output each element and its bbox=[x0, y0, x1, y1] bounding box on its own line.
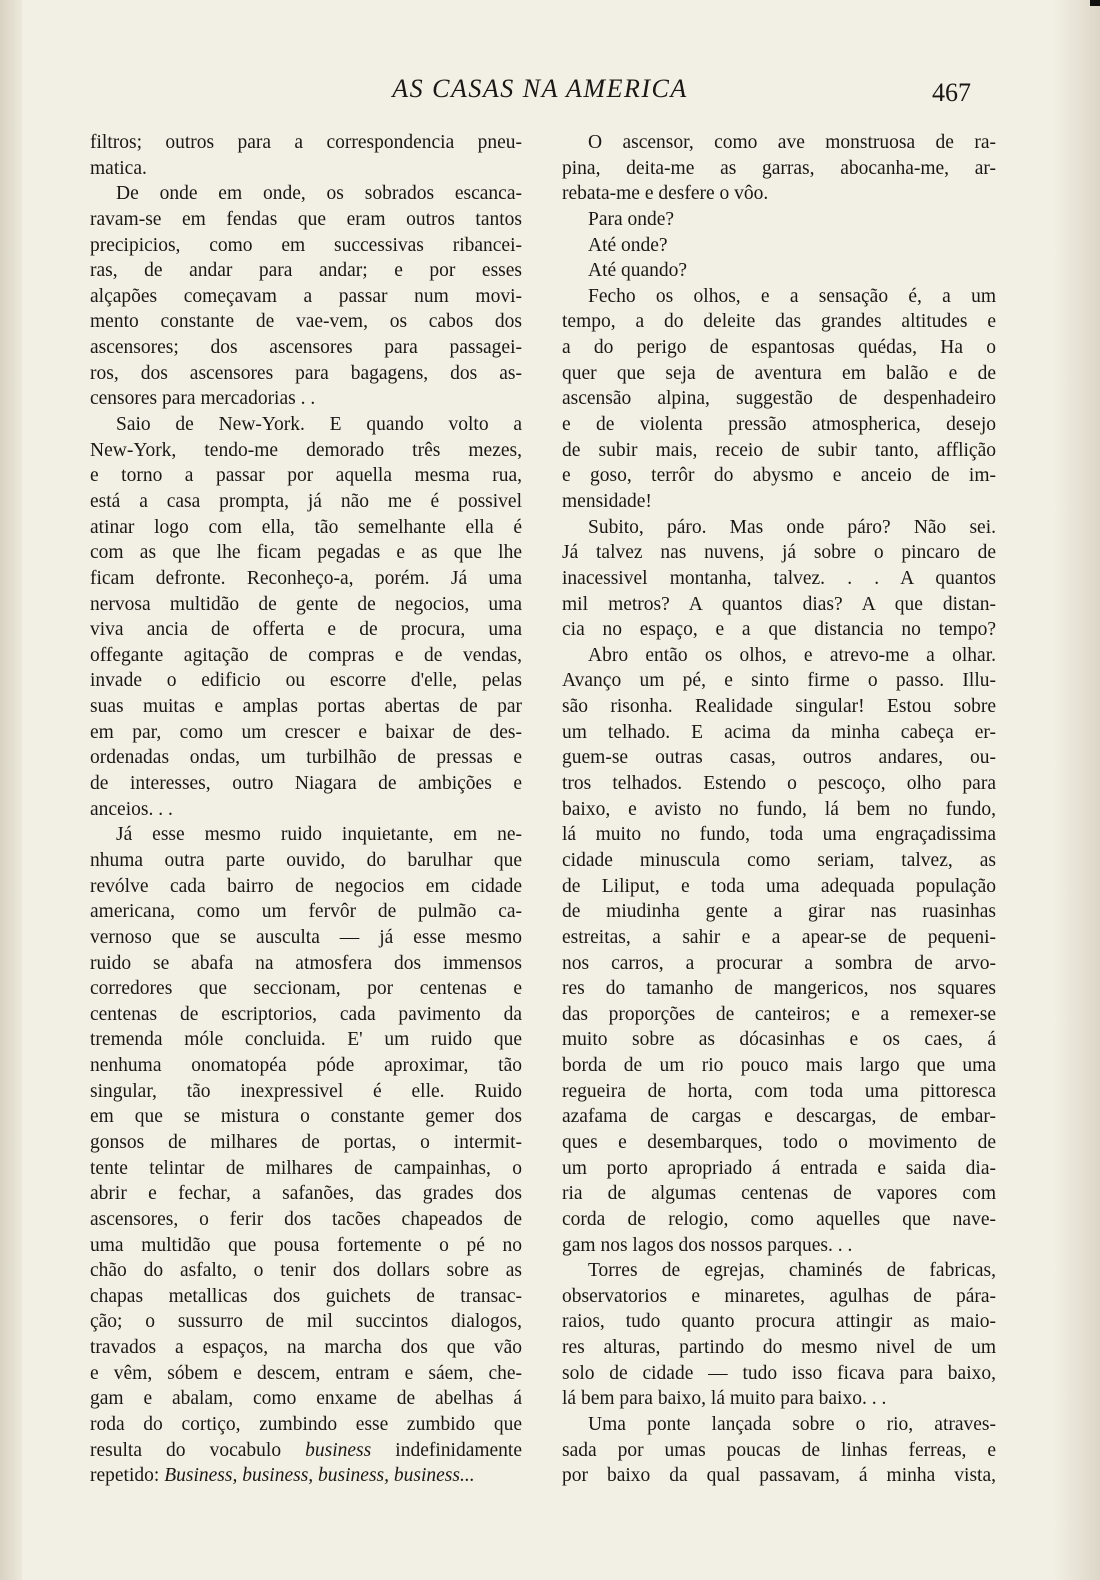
text-line: Até onde? bbox=[588, 234, 668, 256]
text-line: res do tamanho de mangericos, nos squares bbox=[562, 978, 996, 1000]
text-line: de interesses, outro Niagara de ambições e bbox=[90, 773, 522, 795]
text-line: de miudinha gente a girar nas ruasinhas bbox=[562, 901, 996, 923]
text-line: um telhado. E acima da minha cabeça er- bbox=[562, 721, 996, 743]
text-line: de subir mais, receio de subir tanto, afflição bbox=[562, 439, 996, 461]
text-line: Uma ponte lançada sobre o rio, atraves- bbox=[588, 1414, 996, 1436]
text-line: abrir e fechar, a safanões, das grades dos bbox=[90, 1183, 522, 1205]
text-line: ria de algumas centenas de vapores com bbox=[562, 1183, 996, 1205]
text-line: inacessivel montanha, talvez. . . A quantos bbox=[562, 567, 996, 589]
text-line: borda de um rio pouco mais largo que uma bbox=[562, 1055, 996, 1077]
text-line: estreitas, a sahir e a apear-se de pequeni- bbox=[562, 926, 996, 948]
text-line: travados a espaços, na marcha dos que vão bbox=[90, 1337, 522, 1359]
text-line: e de violenta pressão atmospherica, desejo bbox=[562, 414, 996, 436]
page-number: 467 bbox=[932, 78, 971, 107]
text-line: De onde em onde, os sobrados escanca- bbox=[116, 183, 522, 205]
text-line: cia no espaço, e a que distancia no tempo? bbox=[562, 619, 996, 641]
text-line: nhuma outra parte ouvido, do barulhar que bbox=[90, 849, 522, 871]
text-line: regueira de horta, com toda uma pittoresca bbox=[562, 1080, 996, 1102]
text-line: azafama de cargas e descargas, de embar- bbox=[562, 1106, 996, 1128]
text-line: O ascensor, como ave monstruosa de ra- bbox=[588, 132, 996, 153]
text-line: guem-se outras casas, outros andares, ou- bbox=[562, 747, 996, 769]
text-line: alçapões começavam a passar num movi- bbox=[90, 285, 522, 307]
text-line: Para onde? bbox=[588, 208, 675, 230]
text-line: tremenda móle concluida. E' um ruido que bbox=[90, 1029, 522, 1051]
text-line: offegante agitação de compras e de vendas, bbox=[90, 644, 522, 666]
text-line: uma multidão que pousa fortemente o pé no bbox=[90, 1234, 522, 1256]
text-line: em que se mistura o constante gemer dos bbox=[90, 1106, 522, 1128]
left-column bbox=[90, 130, 522, 1489]
text-line: Torres de egrejas, chaminés de fabricas, bbox=[588, 1260, 996, 1282]
text-line: muito sobre as dócasinhas e os caes, á bbox=[562, 1029, 996, 1051]
italic-word: business bbox=[305, 1439, 372, 1461]
text-span: resulta do vocabulo bbox=[90, 1439, 306, 1461]
text-span: indefinidamente bbox=[371, 1439, 522, 1461]
text-line: matica. bbox=[90, 157, 147, 179]
text-line: raios, tudo quanto procura attingir as maio- bbox=[562, 1311, 996, 1333]
text-line: Já esse mesmo ruido inquietante, em ne- bbox=[116, 824, 522, 846]
text-line: anceios. . . bbox=[90, 798, 173, 820]
text-line: New-York, tendo-me demorado três mezes, bbox=[90, 439, 522, 461]
text-line: mento constante de vae-vem, os cabos dos bbox=[90, 311, 522, 333]
text-line: Até quando? bbox=[588, 260, 688, 282]
text-line: atinar logo com ella, tão semelhante ella é bbox=[90, 516, 522, 538]
text-line bbox=[90, 1463, 522, 1489]
text-line: um porto apropriado á entrada e saida dia- bbox=[562, 1157, 996, 1179]
text-line: ruido se abafa na atmosfera dos immensos bbox=[90, 952, 522, 974]
text-line: ravam-se em fendas que eram outros tantos bbox=[90, 208, 522, 230]
text-line: a do perigo de espantosas quédas, Ha o bbox=[562, 337, 996, 359]
text-line: tros telhados. Estendo o pescoço, olho para bbox=[562, 773, 996, 795]
text-line: ção; o sussurro de mil succintos dialogos, bbox=[90, 1311, 522, 1333]
text-line: cidade minuscula como seriam, talvez, as bbox=[562, 849, 996, 871]
text-line: baixo, e avisto no fundo, lá bem no fundo, bbox=[562, 798, 996, 820]
text-line: Fecho os olhos, e a sensação é, a um bbox=[588, 285, 996, 307]
text-line: nervosa multidão de gente de negocios, uma bbox=[90, 593, 522, 615]
text-line: viva ancia de offerta e de procura, uma bbox=[90, 619, 522, 641]
running-header: AS CASAS NA AMERICA bbox=[392, 74, 688, 103]
text-line: mensidade! bbox=[562, 490, 652, 512]
text-line: em par, como um crescer e baixar de des- bbox=[90, 721, 522, 743]
text-line: sada por umas poucas de linhas ferreas, e bbox=[562, 1439, 996, 1461]
text-line: corredores que seccionam, por centenas e bbox=[90, 978, 522, 1000]
text-line: lá muito no fundo, toda uma engraçadissima bbox=[562, 824, 996, 846]
text-line: Avanço um pé, e sinto firme o passo. Illu- bbox=[562, 670, 996, 692]
text-line: precipicios, como em successivas ribancei- bbox=[90, 234, 522, 256]
text-line: com as que lhe ficam pegadas e as que lhe bbox=[90, 542, 522, 564]
text-line: centenas de escriptorios, cada pavimento da bbox=[90, 1003, 522, 1025]
text-line: ros, dos ascensores para bagagens, dos as- bbox=[90, 362, 522, 384]
text-line: tente telintar de milhares de campainhas, o bbox=[90, 1157, 522, 1179]
text-line: mil metros? A quantos dias? A que distan- bbox=[562, 593, 996, 615]
text-line: ascensores, o ferir dos tacões chapeados de bbox=[90, 1208, 522, 1230]
text-line: roda do cortiço, zumbindo esse zumbido que bbox=[90, 1414, 522, 1436]
italic-phrase: Business, business, business, business... bbox=[164, 1465, 475, 1487]
text-line: invade o edificio ou escorre d'elle, pelas bbox=[90, 670, 522, 692]
text-line: Já talvez nas nuvens, já sobre o pincaro de bbox=[562, 542, 996, 564]
text-line: suas muitas e amplas portas abertas de par bbox=[90, 696, 522, 718]
text-line: e torno a passar por aquella mesma rua, bbox=[90, 465, 522, 487]
text-line: revólve cada bairro de negocios em cidade bbox=[90, 875, 522, 897]
text-line: Subito, páro. Mas onde páro? Não sei. bbox=[588, 516, 996, 538]
text-line: filtros; outros para a correspondencia pneu- bbox=[90, 132, 522, 153]
text-line: ques e desembarques, todo o movimento de bbox=[562, 1131, 996, 1153]
text-line: nenhuma onomatopéa póde aproximar, tão bbox=[90, 1055, 522, 1077]
text-line: gonsos de milhares de portas, o intermit- bbox=[90, 1131, 522, 1153]
right-column bbox=[562, 130, 996, 1489]
page-edge bbox=[1054, 0, 1100, 1580]
text-line: nos carros, a procurar a sombra de arvo- bbox=[562, 952, 996, 974]
text-line: singular, tão inexpressivel é elle. Ruido bbox=[90, 1080, 522, 1102]
text-line: das proporções de canteiros; e a remexer-se bbox=[562, 1003, 996, 1025]
text-line: americana, como um fervôr de pulmão ca- bbox=[90, 901, 522, 923]
text-line: de Liliput, e toda uma adequada população bbox=[562, 875, 996, 897]
text-line: lá bem para baixo, lá muito para baixo. . . bbox=[562, 1388, 887, 1410]
text-line: vernoso que se ausculta — já esse mesmo bbox=[90, 926, 522, 948]
text-line: censores para mercadorias . . bbox=[90, 388, 316, 410]
text-line: gam e abalam, como enxame de abelhas á bbox=[90, 1388, 522, 1410]
text-line: por baixo da qual passavam, á minha vista, bbox=[562, 1465, 996, 1487]
text-line: ascensão alpina, suggestão de despenhadeiro bbox=[562, 388, 996, 410]
text-line: ficam defronte. Reconheço-a, porém. Já uma bbox=[90, 567, 522, 589]
text-line: pina, deita-me as garras, abocanha-me, ar- bbox=[562, 157, 996, 179]
text-line: ras, de andar para andar; e por esses bbox=[90, 260, 522, 282]
text-line: observatorios e minaretes, agulhas de pára- bbox=[562, 1285, 996, 1307]
text-line: gam nos lagos dos nossos parques. . . bbox=[562, 1234, 853, 1256]
text-line: e goso, terrôr do abysmo e anceio de im- bbox=[562, 465, 996, 487]
page-gutter bbox=[0, 0, 22, 1580]
text-line: está a casa prompta, já não me é possivel bbox=[90, 490, 522, 512]
text-line: chão do asfalto, o tenir dos dollars sobre as bbox=[90, 1260, 522, 1282]
text-line: rebata-me e desfere o vôo. bbox=[562, 183, 769, 205]
text-line: chapas metallicas dos guichets de transac- bbox=[90, 1285, 522, 1307]
text-line: ordenadas ondas, um turbilhão de pressas e bbox=[90, 747, 522, 769]
text-line: res alturas, partindo do mesmo nivel de um bbox=[562, 1337, 996, 1359]
corner-mark bbox=[1090, 0, 1100, 6]
text-line: Abro então os olhos, e atrevo-me a olhar. bbox=[588, 644, 996, 666]
text-span: repetido: bbox=[90, 1465, 165, 1487]
text-line: ascensores; dos ascensores para passagei- bbox=[90, 337, 522, 359]
text-line: e vêm, sóbem e descem, entram e sáem, che- bbox=[90, 1362, 522, 1384]
text-line: quer que seja de aventura em balão e de bbox=[562, 362, 996, 384]
text-line: são risonha. Realidade singular! Estou sobre bbox=[562, 696, 996, 718]
text-line: corda de relogio, como aquelles que nave- bbox=[562, 1208, 996, 1230]
text-line bbox=[90, 1438, 522, 1464]
text-line: Saio de New-York. E quando volto a bbox=[116, 414, 522, 436]
text-line: tempo, a do deleite das grandes altitudes e bbox=[562, 311, 996, 333]
text-line: solo de cidade — tudo isso ficava para baixo, bbox=[562, 1362, 996, 1384]
